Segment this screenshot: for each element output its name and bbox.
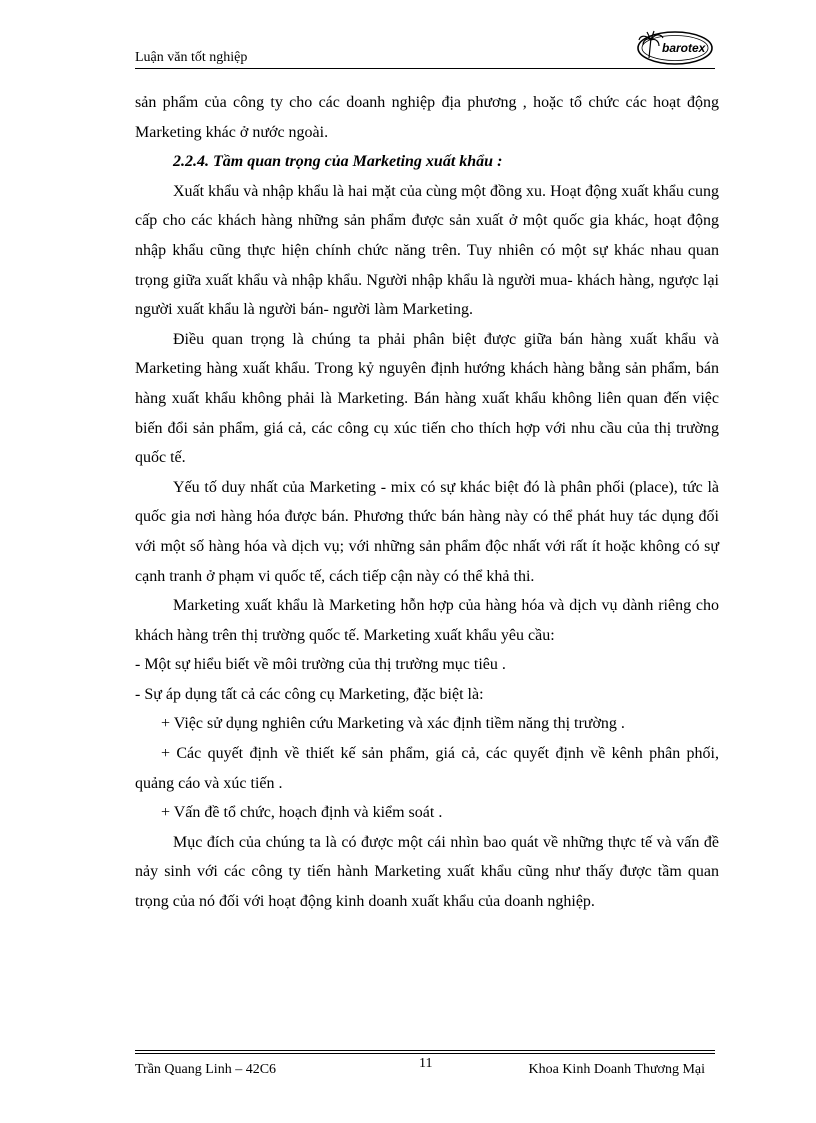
paragraph-1: sản phẩm của công ty cho các doanh nghiệp địa phương , hoặc tổ chức các hoạt động Marketing khác ở nước ngoài. [135,94,719,141]
sub-item-2: + Các quyết định về thiết kế sản phẩm, giá cả, các quyết định về kênh phân phối, quảng cáo và xúc tiến . [135,745,719,792]
footer-author: Trần Quang Linh – 42C6 [135,1062,277,1077]
page-footer [135,1050,715,1080]
bullet-item-1: - Một sự hiểu biết về môi trường của thị trường mục tiêu . [135,656,506,674]
paragraph-5: Marketing xuất khẩu là Marketing hỗn hợp của hàng hóa và dịch vụ dành riêng cho khách hàng trên thị trường quốc tế. Marketing xuất khẩu yêu cầu: [135,597,719,644]
paragraph-6: Mục đích của chúng ta là có được một cái nhìn bao quát về những thực tế và vấn đề nảy sinh với các công ty tiến hành Marketing xuất khẩu cũng như thấy được tầm quan trọng của nó đối với hoạt động kinh doanh xuất khẩu của doanh nghiệp. [135,833,719,911]
paragraph-4: Yếu tố duy nhất của Marketing - mix có sự khác biệt đó là phân phối (place), tức là quốc gia nơi hàng hóa được bán. Phương thức bán hàng này có thể phát huy tác dụng đối với một số hàng hóa và dịch vụ; với những sản phẩm độc nhất với rất ít hoặc không có sự cạnh tranh ở phạm vi quốc tế, cách tiếp cận này có thể khả thi. [135,478,719,585]
sub-item-3: + Vấn đề tổ chức, hoạch định và kiểm soát . [161,804,443,822]
logo-text: barotex [662,41,706,55]
page-body [135,88,719,917]
paragraph-3: Điều quan trọng là chúng ta phải phân biệt được giữa bán hàng xuất khẩu và Marketing hàng xuất khẩu. Trong kỷ nguyên định hướng khách hàng bằng sản phẩm, bán hàng xuất khẩu không phải là Marketing. Bán hàng xuất khẩu không liên quan đến việc biến đổi sản phẩm, giá cả, các công cụ xúc tiến cho thích hợp với nhu cầu của thị trường quốc tế. [135,330,719,467]
header-title: Luận văn tốt nghiệp [135,50,248,65]
footer-department: Khoa Kinh Doanh Thương Mại [528,1062,705,1077]
footer-rule [135,1050,715,1051]
page-header [135,30,715,70]
paragraph-2: Xuất khẩu và nhập khẩu là hai mặt của cùng một đồng xu. Hoạt động xuất khẩu cung cấp cho các khách hàng những sản phẩm được sản xuất ở một quốc gia khác, hoạt động nhập khẩu cũng thực hiện chính chức năng trên. Tuy nhiên có một sự khác nhau quan trọng giữa xuất khẩu và nhập khẩu. Người nhập khẩu là người mua- khách hàng, ngược lại người xuất khẩu là người bán- người làm Marketing. [135,182,719,319]
header-rule [135,68,715,69]
footer-rule-double [135,1053,715,1054]
sub-item-1: + Việc sử dụng nghiên cứu Marketing và xác định tiềm năng thị trường . [161,715,625,733]
barotex-logo [635,28,715,68]
section-heading: 2.2.4. Tầm quan trọng của Marketing xuất khẩu : [173,153,503,171]
bullet-item-2: - Sự áp dụng tất cả các công cụ Marketing, đặc biệt là: [135,685,484,703]
page-number: 11 [419,1056,433,1071]
